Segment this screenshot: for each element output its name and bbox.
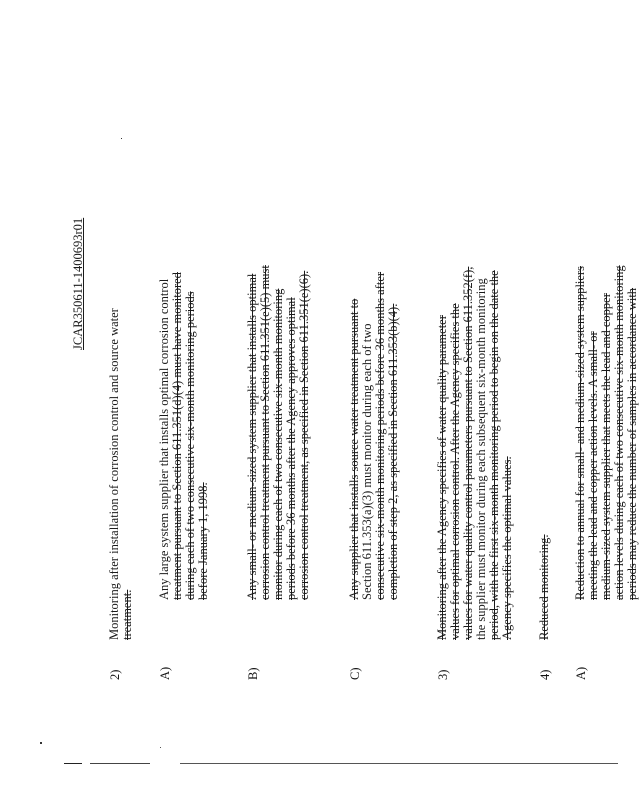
item-number: B)	[246, 667, 260, 680]
text-line: action levels during each of two consecutive six-month monitoring	[612, 265, 626, 600]
text-line: treatment pursuant to Section 611.351(d)(4) must have monitored	[170, 272, 184, 600]
text-line: corrosion control treatment, as specified in Section 611.351(e)(6).	[297, 270, 311, 600]
text-line: Reduced monitoring.	[537, 534, 551, 640]
text-line: Any small- or medium-sized system supplier that installs optimal	[245, 273, 259, 600]
item-number: 4)	[538, 669, 552, 680]
text-line: the supplier must monitor during each subsequent six-month monitoring	[474, 278, 488, 640]
item-number: C)	[348, 667, 362, 680]
page-header-citation: JCAR350611-1400693r01	[71, 217, 85, 350]
text-line: completion of step 2, as specified in Section 611.353(b)(4).	[386, 303, 400, 600]
item-number: A)	[574, 666, 588, 680]
text-line: Agency specifies the optimal values.	[500, 456, 514, 640]
text-line: during each of two consecutive six-month monitoring periods	[183, 291, 197, 600]
item-number: A)	[158, 666, 172, 680]
text-line: Section 611.353(a)(3) must monitor during each of two	[360, 323, 374, 600]
text-line: Monitoring after the Agency specifies of water quality parameter	[435, 315, 449, 640]
text-line: medium-sized system supplier that meets the lead and copper	[599, 293, 613, 600]
text-line: treatment.	[120, 589, 134, 640]
text-line: consecutive six-month monitoring periods before 36 months after	[373, 271, 387, 600]
item-number: 3)	[436, 669, 450, 680]
text-line: Any supplier that installs source water treatment pursuant to	[347, 298, 361, 600]
text-line: monitor during each of two consecutive six-month monitoring	[271, 288, 285, 600]
text-line: before January 1, 1998.	[196, 482, 210, 600]
text-line: period, with the first six-month monitoring period to begin on the date the	[487, 270, 501, 640]
text-line: values for water quality control parameters pursuant to Section 611.352(f),	[461, 266, 475, 640]
text-line: values for optimal corrosion control. After the Agency specifies the	[448, 303, 462, 640]
text-line: periods before 36 months after the Agency approves optimal	[284, 297, 298, 600]
text-line: corrosion control treatment pursuant to Section 611.351(e)(5) must	[258, 265, 272, 600]
text-line: periods may reduce the number of samples in accordance with	[625, 287, 639, 600]
item-number: 2)	[108, 669, 122, 680]
text-line: meeting the lead and copper action levels. A small- or	[586, 331, 600, 600]
text-line: Reduction to annual for small- and medium-sized system suppliers	[573, 266, 587, 600]
text-line: Monitoring after installation of corrosion control and source water	[107, 308, 121, 640]
text-line: Any large system supplier that installs optimal corrosion control	[157, 278, 171, 600]
